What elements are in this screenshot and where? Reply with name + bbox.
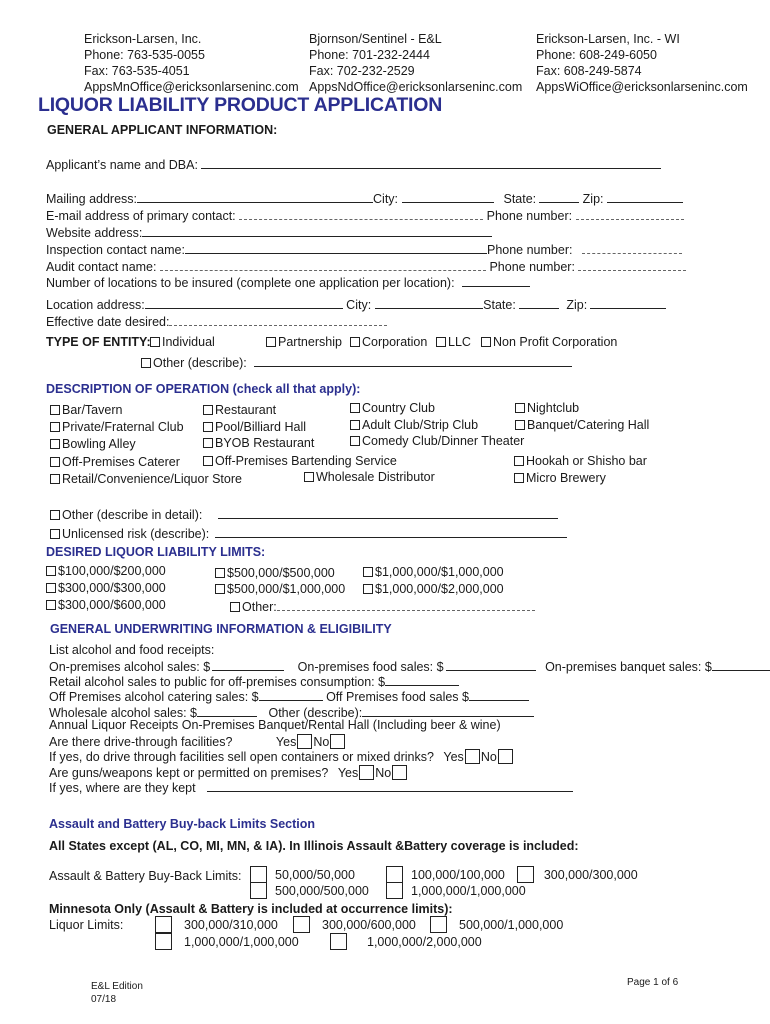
op-unlicensed-field[interactable]: [215, 526, 567, 538]
zip-field[interactable]: [607, 191, 683, 203]
mn-label: Liquor Limits:: [49, 918, 124, 932]
guns-row: [49, 765, 408, 781]
underwriting-heading: GENERAL UNDERWRITING INFORMATION & ELIGIBILITY: [50, 622, 392, 636]
checkbox-icon[interactable]: [203, 438, 213, 448]
option-label: $500,000/$500,000: [227, 566, 335, 580]
op-wholesale[interactable]: [304, 471, 435, 485]
op-other[interactable]: [50, 507, 558, 523]
no-label: No: [375, 766, 392, 780]
option-label: Hookah or Shisho bar: [526, 454, 647, 468]
checkbox-icon[interactable]: [363, 584, 373, 594]
wholesale-label: Wholesale alcohol sales: $: [49, 706, 197, 720]
retail-label: Retail alcohol sales to public for off-premises consumption: $: [49, 675, 386, 689]
option-label: $300,000/$600,000: [58, 598, 166, 612]
off-catering-field[interactable]: [259, 689, 323, 701]
checkbox-icon[interactable]: [50, 457, 60, 467]
mn-300-600[interactable]: [293, 916, 416, 933]
office-email[interactable]: AppsMnOffice@ericksonlarseninc.com: [84, 80, 299, 94]
op-comedy-club[interactable]: [350, 435, 524, 449]
option-label: $1,000,000/$2,000,000: [375, 582, 504, 596]
audit-field[interactable]: [160, 259, 486, 271]
option-label: Country Club: [362, 401, 435, 415]
phone-label: Phone number:: [486, 209, 573, 223]
office-email[interactable]: AppsWiOffice@ericksonlarseninc.com: [536, 80, 748, 94]
wholesale-field[interactable]: [197, 705, 257, 717]
drive-sell-row: [49, 749, 514, 765]
checkbox-icon[interactable]: [514, 473, 524, 483]
option-label: Partnership: [278, 335, 342, 349]
ab-50-50[interactable]: [250, 866, 355, 883]
option-label: Other (describe in detail):: [62, 508, 203, 522]
checkbox-icon[interactable]: [386, 882, 403, 899]
op-bowling[interactable]: [50, 438, 136, 452]
guns-label: Are guns/weapons kept or permitted on premises?: [49, 766, 329, 780]
option-label: Non Profit Corporation: [493, 335, 618, 349]
limit-1m-1m[interactable]: [363, 566, 504, 580]
checkbox-icon[interactable]: [50, 529, 60, 539]
ab-500-500[interactable]: [250, 882, 369, 899]
other-field[interactable]: [362, 705, 534, 717]
checkbox-icon[interactable]: [50, 474, 60, 484]
entity-llc[interactable]: [436, 336, 471, 350]
checkbox-icon[interactable]: [250, 882, 267, 899]
limit-100-200[interactable]: [46, 565, 166, 579]
checkbox-icon[interactable]: [430, 916, 447, 933]
drive-sell-no-checkbox[interactable]: [498, 749, 513, 764]
option-label: 300,000/310,000: [184, 918, 278, 932]
checkbox-icon[interactable]: [350, 403, 360, 413]
general-heading: GENERAL APPLICANT INFORMATION:: [47, 123, 278, 137]
on-alcohol-label: On-premises alcohol sales: $: [49, 660, 211, 674]
drive-yes-checkbox[interactable]: [297, 734, 312, 749]
option-label: Corporation: [362, 335, 428, 349]
ab-300-300-checkbox[interactable]: [517, 866, 534, 883]
annual-label: Annual Liquor Receipts On-Premises Banquet/Rental Hall (Including beer & wine): [49, 718, 501, 732]
option-label: Adult Club/Strip Club: [362, 418, 479, 432]
option-label: Pool/Billiard Hall: [215, 420, 307, 434]
locations-row: [46, 275, 530, 291]
option-label: Retail/Convenience/Liquor Store: [62, 472, 242, 486]
checkbox-icon[interactable]: [250, 866, 267, 883]
checkbox-icon[interactable]: [203, 422, 213, 432]
mn-500-1m[interactable]: [430, 916, 563, 933]
option-label: 50,000/50,000: [275, 868, 355, 882]
office-mn: [84, 31, 299, 95]
entity-nonprofit[interactable]: [481, 336, 617, 350]
limits-heading: DESIRED LIQUOR LIABILITY LIMITS:: [46, 545, 266, 559]
option-label: 500,000/1,000,000: [459, 918, 564, 932]
checkbox-icon[interactable]: [50, 405, 60, 415]
option-label: Off-Premises Bartending Service: [215, 454, 397, 468]
drive-label: Are there drive-through facilities?: [49, 735, 233, 749]
website-label: Website address:: [46, 226, 143, 240]
guns-no-checkbox[interactable]: [392, 765, 407, 780]
checkbox-icon[interactable]: [50, 439, 60, 449]
applicant-label: Applicant’s name and DBA:: [46, 158, 198, 172]
op-hookah[interactable]: [514, 455, 647, 469]
drive-sell-yes-checkbox[interactable]: [465, 749, 480, 764]
office-fax: Fax: 702-232-2529: [309, 64, 415, 78]
checkbox-icon[interactable]: [203, 456, 213, 466]
office-fax: Fax: 763-535-4051: [84, 64, 190, 78]
city-label: City:: [373, 192, 399, 206]
entity-row: [46, 335, 618, 350]
option-label: 100,000/100,000: [411, 868, 505, 882]
yes-label: Yes: [443, 750, 464, 764]
op-byob[interactable]: [203, 437, 314, 451]
option-label: 300,000/300,000: [543, 868, 638, 882]
option-label: Private/Fraternal Club: [62, 420, 184, 434]
op-microbrewery[interactable]: [514, 472, 606, 486]
option-label: Wholesale Distributor: [316, 470, 435, 484]
checkbox-icon[interactable]: [155, 916, 172, 933]
off-food-field[interactable]: [469, 689, 529, 701]
city-field[interactable]: [402, 191, 494, 203]
checkbox-icon[interactable]: [350, 436, 360, 446]
mailing-label: Mailing address:: [46, 192, 138, 206]
option-label: LLC: [448, 335, 471, 349]
checkbox-icon[interactable]: [150, 337, 160, 347]
applicant-field[interactable]: [201, 157, 661, 169]
entity-other[interactable]: [141, 355, 572, 371]
op-nightclub[interactable]: [515, 402, 579, 416]
inspection-field[interactable]: [185, 242, 487, 254]
limit-1m-2m[interactable]: [363, 583, 504, 597]
retail-row: [49, 674, 459, 690]
option-label: $1,000,000/$1,000,000: [375, 565, 504, 579]
op-restaurant[interactable]: [203, 404, 276, 418]
inspection-row: [46, 242, 682, 258]
on-banquet-label: On-premises banquet sales: $: [545, 660, 712, 674]
audit-label: Audit contact name:: [46, 260, 157, 274]
location-city-field[interactable]: [375, 297, 483, 309]
checkbox-icon[interactable]: [481, 337, 491, 347]
inspection-label: Inspection contact name:: [46, 243, 185, 257]
option-label: Other:: [242, 600, 277, 614]
option-label: $300,000/$300,000: [58, 581, 166, 595]
checkbox-icon[interactable]: [330, 933, 347, 950]
audit-phone-field[interactable]: [578, 259, 686, 271]
office-name: Bjornson/Sentinel - E&L: [309, 32, 442, 46]
website-row: [46, 225, 492, 241]
office-name: Erickson-Larsen, Inc.: [84, 32, 202, 46]
option-label: BYOB Restaurant: [215, 436, 315, 450]
op-off-caterer[interactable]: [50, 456, 180, 470]
on-banquet-field[interactable]: [712, 659, 770, 671]
office-email[interactable]: AppsNdOffice@ericksonlarseninc.com: [309, 80, 523, 94]
checkbox-icon[interactable]: [141, 358, 151, 368]
state-field[interactable]: [539, 191, 579, 203]
option-label: Off-Premises Caterer: [62, 455, 180, 469]
where-row: [49, 780, 573, 796]
phone-label: Phone number:: [489, 260, 575, 274]
option-label: Bowling Alley: [62, 437, 136, 451]
op-adult-club[interactable]: [350, 419, 478, 433]
website-field[interactable]: [142, 225, 492, 237]
checkbox-icon[interactable]: [203, 405, 213, 415]
office-fax: Fax: 608-249-5874: [536, 64, 642, 78]
option-label: Banquet/Catering Hall: [527, 418, 650, 432]
sales-row-1: [49, 659, 770, 675]
limit-300-600[interactable]: [46, 599, 166, 613]
location-state-field[interactable]: [519, 297, 559, 309]
off-food-label: Off Premises food sales $: [326, 690, 469, 704]
checkbox-icon[interactable]: [230, 602, 240, 612]
location-field[interactable]: [145, 297, 343, 309]
applicant-row: [46, 157, 661, 173]
limit-other-field[interactable]: [277, 599, 535, 611]
page-title: LIQUOR LIABILITY PRODUCT APPLICATION: [38, 94, 443, 116]
zip-label: Zip:: [582, 192, 604, 206]
email-field[interactable]: [239, 208, 483, 220]
office-phone: Phone: 701-232-2444: [309, 48, 430, 62]
effective-field[interactable]: [169, 314, 387, 326]
checkbox-icon[interactable]: [363, 567, 373, 577]
where-label: If yes, where are they kept: [49, 781, 196, 795]
checkbox-icon[interactable]: [50, 510, 60, 520]
ab-1m-1m[interactable]: [386, 882, 526, 899]
checkbox-icon[interactable]: [50, 422, 60, 432]
checkbox-icon[interactable]: [350, 337, 360, 347]
receipts-label: List alcohol and food receipts:: [49, 643, 215, 657]
drive-sell-label: If yes, do drive through facilities sell open containers or mixed drinks?: [49, 750, 434, 764]
op-unlicensed[interactable]: [50, 526, 567, 542]
option-label: 1,000,000/1,000,000: [411, 884, 526, 898]
op-country-club[interactable]: [350, 402, 435, 416]
checkbox-icon[interactable]: [350, 420, 360, 430]
state-label: State:: [503, 192, 537, 206]
entity-partnership[interactable]: [266, 336, 342, 350]
checkbox-icon[interactable]: [46, 583, 56, 593]
op-other-field[interactable]: [218, 507, 558, 519]
mn-1m-2m[interactable]: [330, 933, 482, 950]
checkbox-icon[interactable]: [514, 456, 524, 466]
yes-label: Yes: [275, 735, 297, 749]
page-number: Page 1 of 6: [627, 977, 679, 988]
yes-label: Yes: [337, 766, 359, 780]
location-label: Location address:: [46, 298, 145, 312]
mailing-row: [46, 191, 683, 207]
option-label: Nightclub: [527, 401, 580, 415]
limit-other[interactable]: [230, 599, 535, 615]
on-food-field[interactable]: [446, 659, 536, 671]
option-label: Unlicensed risk (describe):: [62, 527, 210, 541]
option-label: $500,000/$1,000,000: [227, 582, 346, 596]
limit-500-500[interactable]: [215, 567, 335, 581]
entity-corporation[interactable]: [350, 336, 427, 350]
office-name: Erickson-Larsen, Inc. - WI: [536, 32, 680, 46]
off-catering-label: Off Premises alcohol catering sales: $: [49, 690, 259, 704]
limit-500-1m[interactable]: [215, 583, 345, 597]
option-label: Bar/Tavern: [62, 403, 123, 417]
assault-heading: Assault and Battery Buy-back Limits Section: [49, 817, 316, 831]
mn-heading: Minnesota Only (Assault & Battery is included at occurrence limits):: [49, 902, 453, 916]
option-label: 500,000/500,000: [275, 884, 369, 898]
office-phone: Phone: 608-249-6050: [536, 48, 657, 62]
op-retail-store[interactable]: [50, 473, 242, 487]
op-bar[interactable]: [50, 404, 122, 418]
off-premises-row: [49, 689, 529, 705]
option-label: Comedy Club/Dinner Theater: [362, 434, 525, 448]
op-banquet-hall[interactable]: [515, 419, 649, 433]
effective-label: Effective date desired:: [46, 315, 170, 329]
retail-field[interactable]: [385, 674, 459, 686]
email-row: [46, 208, 684, 224]
checkbox-icon[interactable]: [46, 566, 56, 576]
edition-label: E&L Edition: [91, 981, 143, 992]
city-label: City:: [346, 298, 372, 312]
inspection-phone-field[interactable]: [582, 242, 682, 254]
op-private-club[interactable]: [50, 421, 184, 435]
checkbox-icon[interactable]: [155, 933, 172, 950]
checkbox-icon[interactable]: [436, 337, 446, 347]
where-field[interactable]: [207, 780, 573, 792]
no-label: No: [313, 735, 330, 749]
mn-300-310[interactable]: [155, 916, 278, 933]
assault-label: Assault & Battery Buy-Back Limits:: [49, 869, 242, 883]
assault-states: All States except (AL, CO, MI, MN, & IA). In Illinois Assault &Battery coverage is included:: [49, 839, 579, 853]
option-label: Other (describe):: [153, 356, 247, 370]
option-label: Individual: [162, 335, 215, 349]
checkbox-icon[interactable]: [266, 337, 276, 347]
option-label: 1,000,000/1,000,000: [184, 935, 299, 949]
option-label: Restaurant: [215, 403, 277, 417]
op-off-bartending[interactable]: [203, 455, 397, 469]
email-label: E-mail address of primary contact:: [46, 209, 236, 223]
effective-row: [46, 314, 387, 330]
phone-label: Phone number:: [486, 243, 573, 257]
phone-field[interactable]: [576, 208, 684, 220]
limit-300-300[interactable]: [46, 582, 166, 596]
no-label: No: [480, 750, 497, 764]
operation-heading: DESCRIPTION OF OPERATION (check all that apply):: [46, 382, 361, 396]
audit-row: [46, 259, 686, 275]
entity-label: TYPE OF ENTITY:: [46, 335, 151, 349]
drive-row: [49, 734, 346, 750]
other-label: Other (describe):: [268, 706, 363, 720]
checkbox-icon[interactable]: [46, 600, 56, 610]
checkbox-icon[interactable]: [215, 584, 225, 594]
checkbox-icon[interactable]: [386, 866, 403, 883]
guns-yes-checkbox[interactable]: [359, 765, 374, 780]
zip-label: Zip:: [566, 298, 588, 312]
on-alcohol-field[interactable]: [212, 659, 284, 671]
ab-100-100[interactable]: [386, 866, 638, 883]
location-zip-field[interactable]: [590, 297, 666, 309]
entity-individual[interactable]: [150, 336, 215, 350]
entity-other-field[interactable]: [254, 355, 572, 367]
checkbox-icon[interactable]: [515, 403, 525, 413]
location-row: [46, 297, 666, 313]
edition-date: 07/18: [91, 994, 117, 1005]
checkbox-icon[interactable]: [515, 420, 525, 430]
mn-1m-1m[interactable]: [155, 933, 299, 950]
checkbox-icon[interactable]: [215, 568, 225, 578]
option-label: Micro Brewery: [526, 471, 606, 485]
office-phone: Phone: 763-535-0055: [84, 48, 205, 62]
option-label: $100,000/$200,000: [58, 564, 166, 578]
op-pool-hall[interactable]: [203, 421, 306, 435]
locations-field[interactable]: [462, 275, 530, 287]
drive-no-checkbox[interactable]: [330, 734, 345, 749]
option-label: 300,000/600,000: [322, 918, 416, 932]
mailing-field[interactable]: [137, 191, 373, 203]
office-wi: [536, 31, 748, 95]
checkbox-icon[interactable]: [304, 472, 314, 482]
option-label: 1,000,000/2,000,000: [367, 935, 482, 949]
office-nd: [309, 31, 522, 95]
state-label: State:: [483, 298, 516, 312]
footer-edition: [91, 980, 143, 1006]
checkbox-icon[interactable]: [293, 916, 310, 933]
on-food-label: On-premises food sales: $: [297, 660, 444, 674]
locations-label: Number of locations to be insured (complete one application per location):: [46, 276, 455, 290]
